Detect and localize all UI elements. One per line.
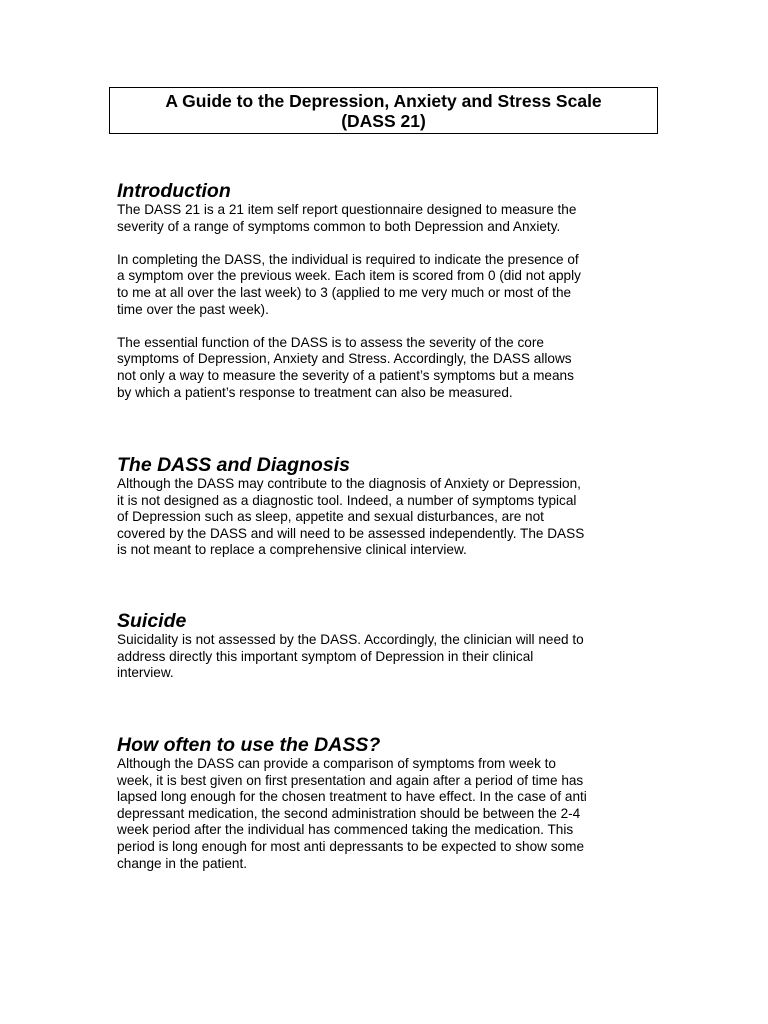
text-line: symptoms of Depression, Anxiety and Stress. Accordingly, the DASS allows: [117, 351, 572, 367]
text-line: week, it is best given on first presentation and again after a period of time has: [117, 772, 584, 788]
text-line: time over the past week).: [117, 301, 269, 317]
text-line: week period after the individual has commenced taking the medication. This: [117, 822, 574, 838]
text-line: Suicidality is not assessed by the DASS. Accordingly, the clinician will need to: [117, 632, 584, 647]
text-line: severity of a range of symptoms common to both Depression and Anxiety.: [117, 218, 561, 234]
text-line: lapsed long enough for the chosen treatment to have effect. In the case of anti: [117, 789, 587, 805]
text-line: is not meant to replace a comprehensive clinical interview.: [117, 542, 467, 558]
text-line: period is long enough for most anti depressants to be expected to show some: [117, 838, 584, 854]
paragraph: [117, 476, 662, 559]
section-heading: Introduction: [117, 180, 231, 202]
text-line: interview.: [117, 665, 174, 681]
text-line: not only a way to measure the severity of a patient’s symptoms but a means: [117, 367, 574, 383]
paragraph: [117, 202, 662, 235]
text-line: to me at all over the last week) to 3 (applied to me very much or most of the: [117, 284, 572, 300]
section-heading: The DASS and Diagnosis: [117, 454, 350, 476]
text-line: The essential function of the DASS is to assess the severity of the core: [117, 334, 544, 350]
text-line: covered by the DASS and will need to be assessed independently. The DASS: [117, 525, 585, 541]
text-line: In completing the DASS, the individual is required to indicate the presence of: [117, 251, 579, 267]
text-line: change in the patient.: [117, 855, 247, 871]
text-line: address directly this important symptom of Depression in their clinical: [117, 648, 534, 664]
text-line: Although the DASS may contribute to the diagnosis of Anxiety or Depression,: [117, 476, 581, 491]
section-introduction: [117, 180, 662, 401]
paragraph: [117, 335, 662, 401]
section-suicide: [117, 610, 662, 682]
section-how-often: [117, 734, 662, 872]
text-line: depressant medication, the second administration should be between the 2-4: [117, 805, 581, 821]
document-title: [109, 87, 658, 134]
text-line: The DASS 21 is a 21 item self report questionnaire designed to measure the: [117, 202, 577, 217]
paragraph: [117, 756, 662, 872]
text-line: by which a patient’s response to treatment can also be measured.: [117, 384, 513, 400]
title-line-2: (DASS 21): [341, 111, 426, 131]
text-line: Although the DASS can provide a comparison of symptoms from week to: [117, 756, 556, 771]
paragraph: [117, 252, 662, 318]
paragraph: [117, 632, 662, 682]
text-line: a symptom over the previous week. Each item is scored from 0 (did not apply: [117, 268, 581, 284]
title-line-1: A Guide to the Depression, Anxiety and Stress Scale: [165, 91, 602, 111]
section-diagnosis: [117, 454, 662, 559]
text-line: it is not designed as a diagnostic tool. Indeed, a number of symptoms typical: [117, 492, 577, 508]
section-heading: Suicide: [117, 610, 187, 632]
text-line: of Depression such as sleep, appetite and sexual disturbances, are not: [117, 509, 544, 525]
section-heading: How often to use the DASS?: [117, 734, 381, 756]
